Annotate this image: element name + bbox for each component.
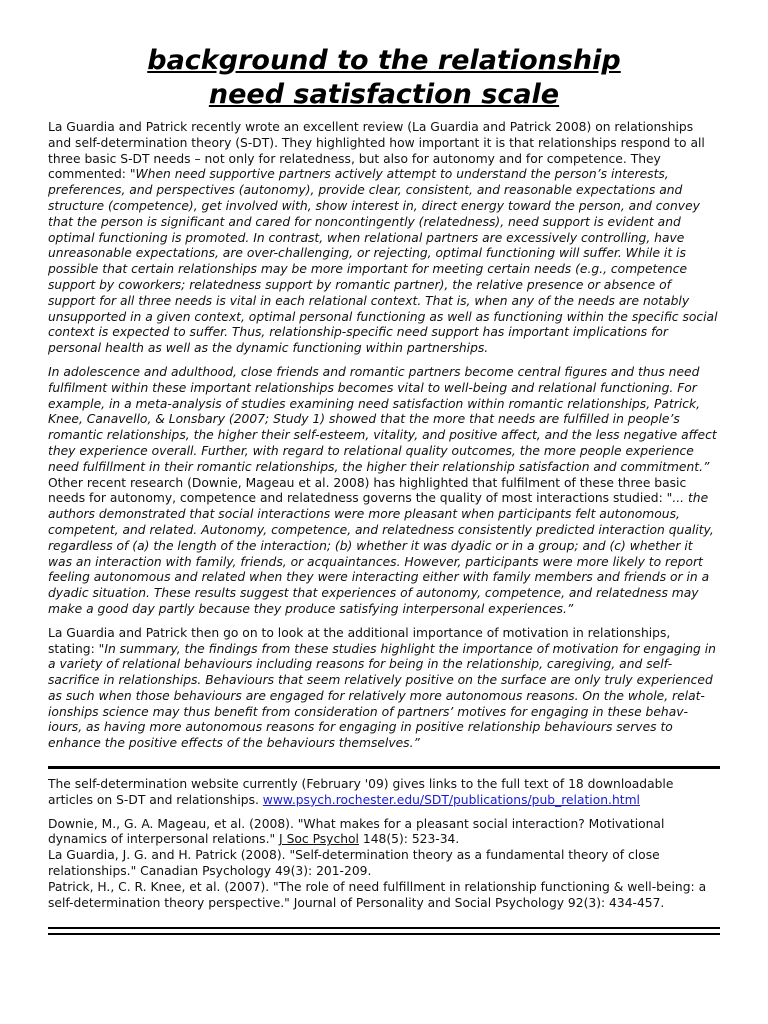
paragraph-2-text: Other recent research (Downie, Mageau et al. 2008) has highlighted that fulfilment of these three basic needs for autonomy, competence and relatedness governs the quality of most interactions studied: <box>48 475 687 506</box>
paragraph-3-intro: La Guardia and Patrick then go on to look at the additional importance of motivation in relationships, stating: " <box>48 625 671 656</box>
paragraph-2-quote-2: "... the authors demonstrated that social interactions were more pleasant when participants felt autonomous, competent, and related. Autonomy, competence, and relatedness consistently predicted interaction quality, regardless of (a) the length of the interaction; (b) whether it was dyadic or in a group; and (c) whether it was an interaction with family, friends, or acquaintances. However, participants were more likely to report feeling autonomous and related when they were interacting either with family members and friends or in a dyadic situation. These results suggest that experiences of autonomy, competence, and relatedness may make a good day partly because they produce satisfying interpersonal experiences.” <box>48 491 714 616</box>
page-title <box>48 44 720 112</box>
reference-text: Downie, M., G. A. Mageau, et al. (2008). "What makes for a pleasant social interaction? Motivational dynamics of interpersonal relations." <box>48 816 665 847</box>
footer-rule-bottom <box>48 933 720 935</box>
title-line-2: need satisfaction scale <box>208 79 560 110</box>
paragraph-3 <box>48 626 720 752</box>
paragraph-1-quote: When need supportive partners actively attempt to understand the person’s interests, preferences, and perspectives (autonomy), provide clear, consistent, and reasonable expectations and structure (competence), get involved with, show interest in, direct energy toward the person, and convey that the person is significant and cared for noncontingently (relatedness), need support is evident and optimal functioning is promoted. In contrast, when relational partners are excessively controlling, have unreasonable expectations, are over-challenging, or rejecting, optimal functioning will suffer. While it is possible that certain relationships may be more important for meeting certain needs (e.g., competence support by coworkers; relatedness support by romantic partner), the relative presence or absence of support for all three needs is vital in each relational context. That is, when any of the needs are notably unsupported in a given context, optimal personal functioning as well as functioning within the specific social context is expected to suffer. Thus, relationship-specific need support has important implications for personal health as well as the dynamic functioning within partnerships. <box>48 167 718 356</box>
title-line-1: background to the relationship <box>147 45 621 76</box>
paragraph-2-quote: In adolescence and adulthood, close friends and romantic partners become central figures and thus need fulfilment within these important relationships becomes vital to well-being and relational functioning. For example, in a meta-analysis of studies examining need satisfaction within romantic relationships, Patrick, Knee, Canavello, & Lonsbary (2007; Study 1) showed that the more that needs are fulfilled in people’s romantic relationships, the higher their self-esteem, vitality, and positive affect, and the less negative affect they experience overall. Further, with regard to relational quality outcomes, the more people experience need fulfillment in their romantic relationships, the higher their relationship satisfaction and commitment.” <box>48 364 717 474</box>
paragraph-1 <box>48 120 720 357</box>
footer-rule-top <box>48 927 720 929</box>
footer-double-rule <box>48 927 720 937</box>
reference-journal: J Soc Psychol <box>279 832 359 847</box>
section-divider <box>48 766 720 769</box>
reference-item <box>48 848 720 880</box>
document-page <box>48 44 720 937</box>
paragraph-2 <box>48 365 720 618</box>
website-text: The self-determination website currently (February '09) gives links to the full text of 18 downloadable articles on S-DT and relationships. <box>48 777 674 807</box>
website-paragraph <box>48 777 720 809</box>
paragraph-1-intro: La Guardia and Patrick recently wrote an excellent review (La Guardia and Patrick 2008) on relationships and self-determination theory (S-DT). They highlighted how important it is that relationships respond to all three basic S-DT needs – not only for relatedness, but also for autonomy and for competence. They commented: " <box>48 120 705 182</box>
reference-text: La Guardia, J. G. and H. Patrick (2008). "Self-determination theory as a fundamental theory of close relationships." Canadian Psychology 49(3): 201-209. <box>48 848 660 879</box>
website-link[interactable]: www.psych.rochester.edu/SDT/publications/pub_relation.html <box>262 792 640 807</box>
references-list <box>48 817 720 912</box>
reference-text-after: 148(5): 523-34. <box>358 832 460 847</box>
reference-text: Patrick, H., C. R. Knee, et al. (2007). "The role of need fulfillment in relationship functioning & well-being: a self-determination theory perspective." Journal of Personality and Social Psychology 92(3): 434-457. <box>48 879 707 910</box>
reference-item <box>48 817 720 849</box>
reference-item <box>48 880 720 912</box>
paragraph-3-quote: In summary, the findings from these studies highlight the importance of motivation for engaging in a variety of relational behaviours including reasons for being in the relationship, caregiving, and self-sacrifice in relationships. Behaviours that seem relatively positive on the surface are only truly experienced as such when those behaviours are engaged for relatively more autonomous reasons. On the whole, relat-ionships science may thus benefit from consideration of partners’ motives for engaging in these behav-iours, as having more autonomous reasons for engaging in positive relationship behaviours serves to enhance the positive effects of the behaviours themselves.” <box>48 641 716 751</box>
